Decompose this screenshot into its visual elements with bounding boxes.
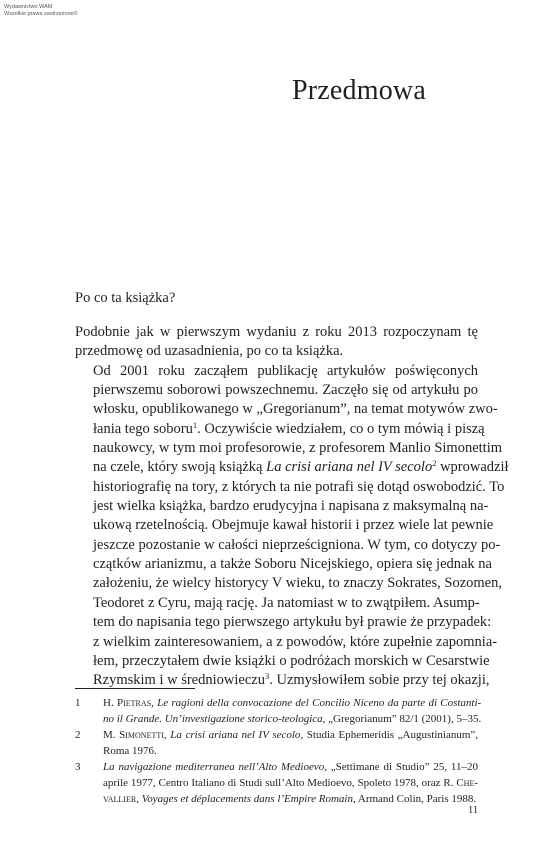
footnote-author: H. Pietras — [103, 697, 152, 709]
watermark-publisher: Wydawnictwo WAM — [4, 4, 53, 10]
text-line: założeniu, że wielcy historycy V wieku, to znaczy Sokrates, Sozomen, — [93, 575, 502, 592]
text-line: przedmowę od uzasadnienia, po co ta książka. — [75, 343, 344, 360]
text-line: naukowcy, w tym moi profesorowie, z profesorem Manlio Simonettim — [93, 440, 503, 457]
footnote-ref-3: 3 — [264, 671, 270, 682]
book-title: La crisi ariana nel IV secolo — [266, 459, 433, 476]
footnotes — [75, 695, 482, 807]
text-line: czątków arianizmu, a także Soboru Nicejskiego, opiera się jednak na — [93, 556, 492, 573]
text-line: ukową rzetelnością. Obejmuje kawał historii i przez wiele lat pewnie — [93, 517, 494, 534]
footnote-author: M. Simonetti — [103, 729, 164, 741]
text-line: Podobnie jak w pierwszym wydaniu z roku 2013 rozpoczynam tę — [75, 324, 478, 340]
page-title: Przedmowa — [292, 75, 426, 106]
footnote-1: 1 H. Pietras, Le ragioni della convocazione del Concilio Niceno da parte di Costanti- no il Grande. Un’investigazione storico-teologica, „Gregorianum” 82/1 (2001), 5–35. — [75, 697, 482, 725]
body-text — [75, 323, 509, 691]
text-line: tem do napisania tego pierwszego artykułu był prawie że przypadek: — [93, 614, 492, 631]
text-line: z wielkim zainteresowaniem, a z powodów, które zupełnie zapomnia- — [93, 633, 498, 650]
footnote-author: Che- — [456, 777, 478, 789]
text-line: łem, przeczytałem dwie książki o podróżach morskich w Cesarstwie — [93, 652, 490, 669]
footnote-ref-1: 1 — [192, 419, 198, 430]
watermark — [4, 4, 78, 18]
watermark-rights: Wszelkie prawa zastrzeżone© — [4, 11, 78, 17]
text-line: jeszcze pozostanie w całości nieprześcigniona. W tym, co dotyczy po- — [93, 536, 501, 553]
text-line: jest wielka książka, bardzo erudycyjna i napisana z maksymalną na- — [93, 498, 489, 515]
text-line: pierwszemu soborowi powszechnemu. Zaczęło się od artykułu po — [93, 382, 478, 399]
section-heading: Po co ta książka? — [75, 290, 176, 306]
footnote-2: 2 M. Simonetti, La crisi ariana nel IV secolo, Studia Ephemeridis „Augustinianum”, Roma 1976. — [75, 729, 479, 757]
footnote-ref-2: 2 — [432, 458, 437, 469]
footnote-number: 1 — [75, 697, 81, 709]
footnote-number: 3 — [75, 761, 81, 773]
text-line: łania tego soboru$^1$. Oczywiście wiedziałem, co o tym mówią i piszą — [93, 419, 485, 437]
page-number: 11 — [468, 805, 479, 816]
text-line: Teodoret z Cyru, mają rację. Ja natomiast w to zwątpiłem. Asump- — [93, 594, 480, 611]
footnote-3: 3 La navigazione mediterranea nell’Alto Medioevo, „Settimane di Studio” 25, 11–20 aprile 1977, Centro Italiano di Studi sull’Alto Medioevo, Spoleto 1978, oraz R. Che- vallier, Voyages et déplacements dans l’Empire Romain, Armand Colin, Paris 1988. — [75, 761, 478, 805]
paragraph-2 — [75, 362, 509, 691]
paragraph-1 — [75, 323, 478, 362]
text-line: Rzymskim i w średniowieczu$^3$. Uzmysłowiłem sobie przy tej okazji, — [93, 671, 490, 689]
footnote-divider — [75, 688, 195, 689]
text-line: włosku, opublikowanego w „Gregorianum”, na temat motywów zwo- — [93, 401, 498, 418]
text-line: Od 2001 roku zacząłem publikację artykułów poświęconych — [93, 362, 478, 379]
text-line: na czele, który swoją książką La crisi ariana nel IV secolo$^2$ wprowadził — [93, 458, 509, 476]
text-line: historiografię na tory, z których ta nie potrafi się dotąd oswobodzić. To — [93, 478, 505, 495]
footnote-number: 2 — [75, 729, 81, 741]
